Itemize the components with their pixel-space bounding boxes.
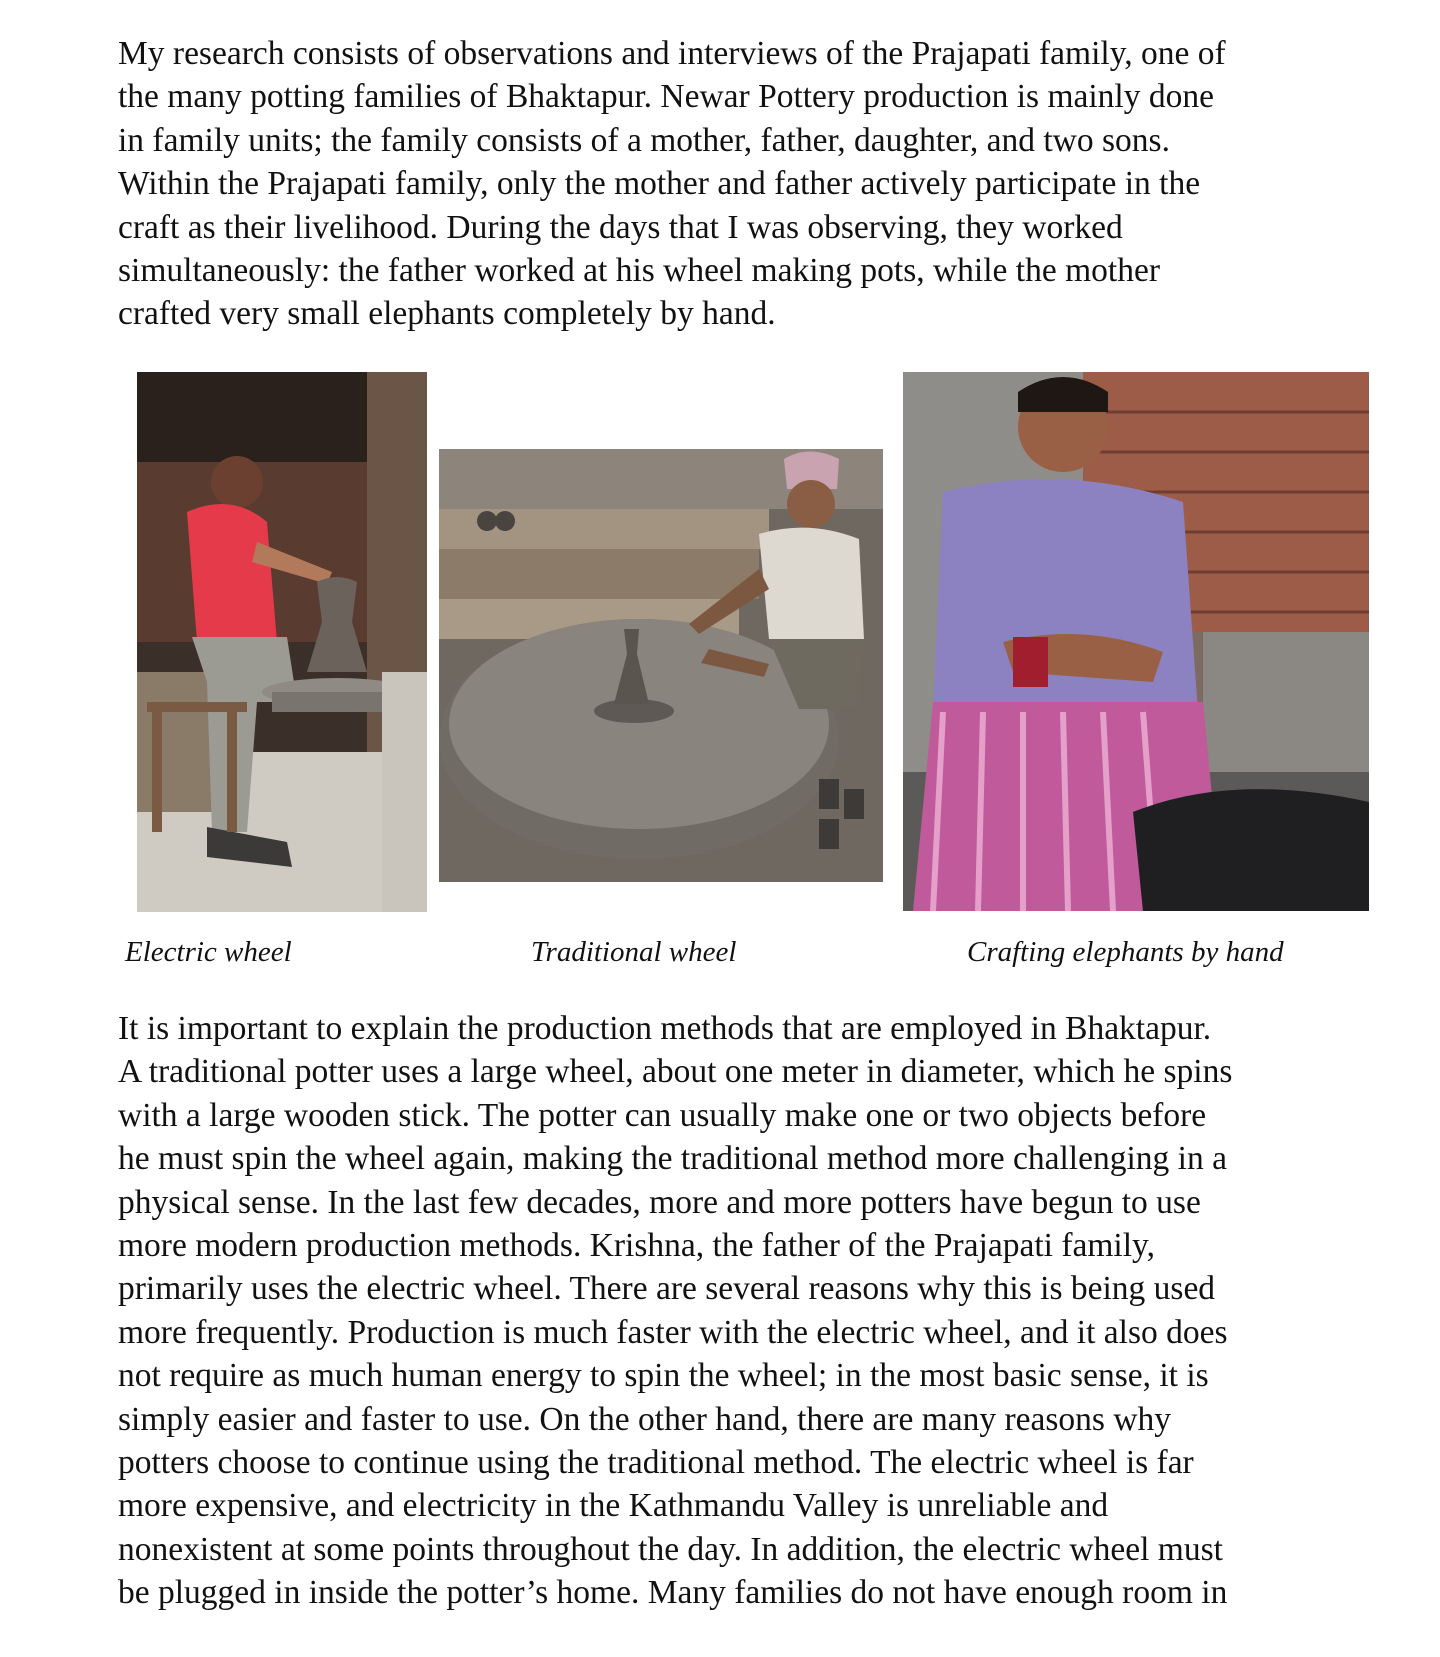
crafting-elephants-photo [903,372,1369,911]
text-line: physical sense. In the last few decades, more and more potters have begun to use [118,1183,1201,1221]
figure-caption: Crafting elephants by hand [967,936,1284,968]
traditional-wheel-photo [439,449,883,882]
text-line: with a large wooden stick. The potter can usually make one or two objects before [118,1096,1207,1134]
text-line: the many potting families of Bhaktapur. Newar Pottery production is mainly done [118,78,1214,116]
text-line: he must spin the wheel again, making the traditional method more challenging in a [118,1140,1227,1178]
electric-wheel-photo [137,372,427,912]
text-line: My research consists of observations and interviews of the Prajapati family, one of [118,35,1226,72]
text-line: Within the Prajapati family, only the mother and father actively participate in the [118,165,1201,203]
text-line: in family units; the family consists of a mother, father, daughter, and two sons. [118,121,1170,159]
text-line: be plugged in inside the potter’s home. Many families do not have enough room in [118,1574,1228,1612]
figure-caption: Traditional wheel [531,936,737,968]
text-line: simply easier and faster to use. On the other hand, there are many reasons why [118,1400,1172,1438]
text-line: A traditional potter uses a large wheel, about one meter in diameter, which he spins [118,1053,1233,1091]
text-line: crafted very small elephants completely by hand. [118,295,776,333]
intro-paragraph [118,32,1226,336]
text-line: craft as their livelihood. During the days that I was observing, they worked [118,208,1123,246]
text-line: more modern production methods. Krishna, the father of the Prajapati family, [118,1227,1155,1265]
text-line: nonexistent at some points throughout the day. In addition, the electric wheel must [118,1530,1223,1568]
text-line: more frequently. Production is much faster with the electric wheel, and it also does [118,1313,1228,1351]
text-line: more expensive, and electricity in the Kathmandu Valley is unreliable and [118,1487,1109,1525]
production-methods-paragraph [118,1007,1232,1615]
text-line: primarily uses the electric wheel. There are several reasons why this is being used [118,1270,1216,1308]
text-line: not require as much human energy to spin the wheel; in the most basic sense, it is [118,1357,1209,1395]
text-line: It is important to explain the production methods that are employed in Bhaktapur. [118,1010,1212,1047]
text-line: potters choose to continue using the traditional method. The electric wheel is far [118,1444,1194,1482]
figure-caption: Electric wheel [125,936,292,968]
text-line: simultaneously: the father worked at his wheel making pots, while the mother [118,252,1160,290]
